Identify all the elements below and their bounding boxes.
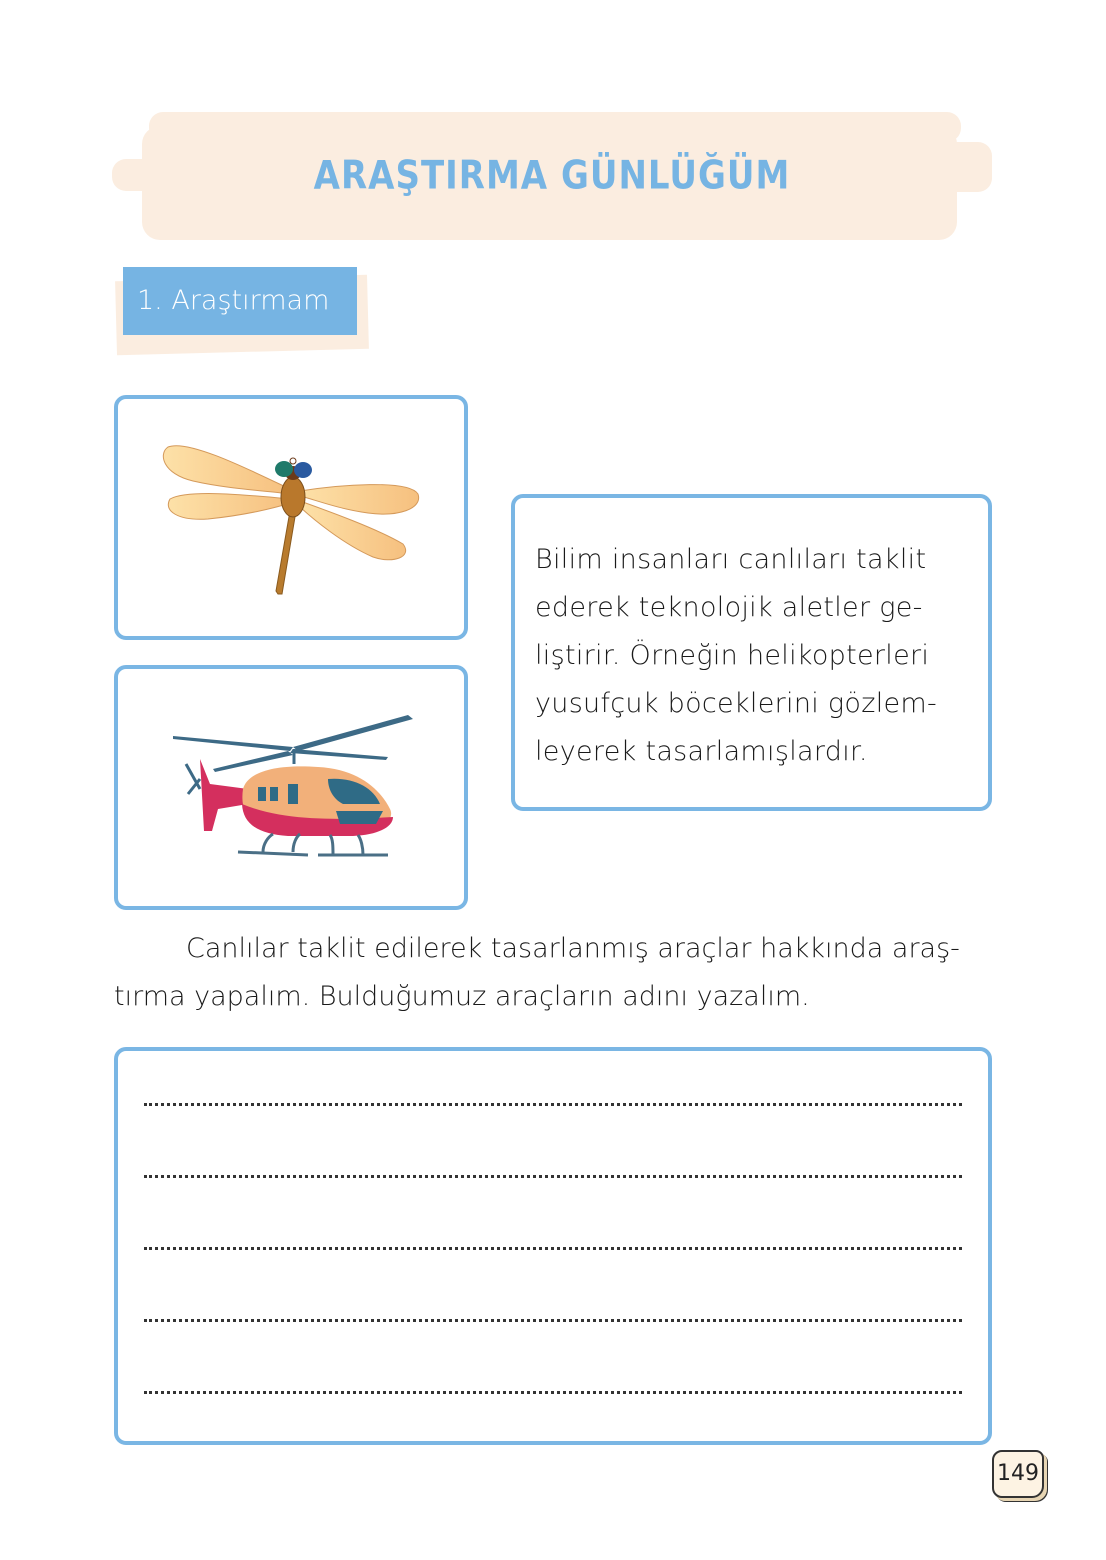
info-paragraph [535,536,968,776]
answer-box [114,1047,992,1445]
info-line: liştirir. Örneğin helikopterleri [535,640,930,671]
info-text-box [511,494,992,811]
answer-line-2[interactable] [144,1175,962,1178]
info-line: leyerek tasarlamışlardır. [535,736,868,767]
section-label: 1. Araştırmam [123,267,357,335]
answer-line-5[interactable] [144,1391,962,1394]
instruction-paragraph [114,925,992,1021]
dragonfly-image-box [114,395,468,640]
page-number-text: 149 [997,1461,1039,1486]
page-title: ARAŞTIRMA GÜNLÜĞÜM [313,153,791,199]
dragonfly-icon [118,399,464,636]
title-banner [112,112,992,242]
instruction-line: tırma yapalım. Bulduğumuz araçların adını yazalım. [114,981,810,1012]
answer-line-1[interactable] [144,1103,962,1106]
helicopter-image-box [114,665,468,910]
info-line: Bilim insanları canlıları taklit [535,544,927,575]
answer-line-4[interactable] [144,1319,962,1322]
instruction-line: Canlılar taklit edilerek tasarlanmış araçlar hakkında araş- [186,933,960,964]
answer-line-3[interactable] [144,1247,962,1250]
info-line: ederek teknolojik aletler ge- [535,592,923,623]
helicopter-icon [118,669,464,906]
page-number [992,1450,1048,1502]
info-line: yusufçuk böceklerini gözlem- [535,688,938,719]
